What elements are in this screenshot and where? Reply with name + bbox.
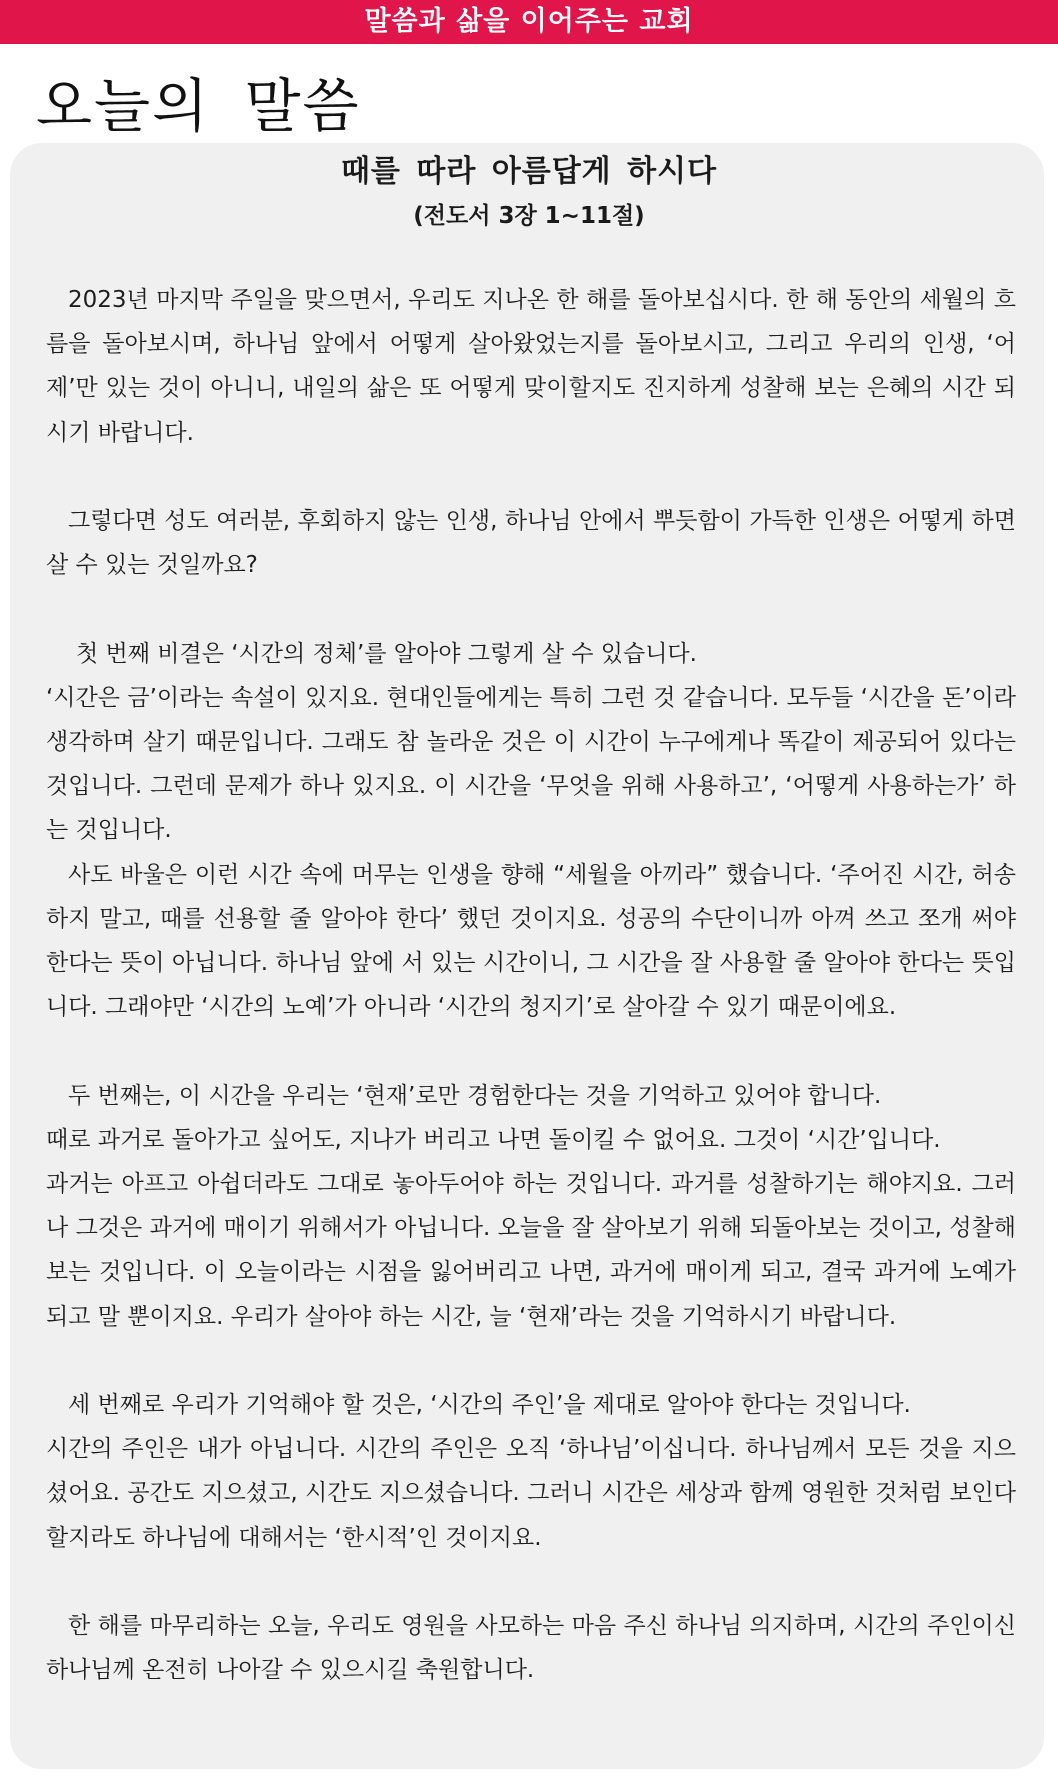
paragraph-gap <box>46 587 1016 631</box>
paragraph-gap <box>46 455 1016 499</box>
sermon-title: 때를 따라 아름답게 하시다 <box>340 154 718 189</box>
church-slogan-banner: 말씀과 삶을 이어주는 교회 <box>0 0 1058 44</box>
paragraph-gap <box>46 1339 1016 1383</box>
paragraph-second-point-heading: 두 번째는, 이 시간을 우리는 ‘현재’로만 경험한다는 것을 기억하고 있어야 합니다. <box>68 1082 882 1109</box>
paragraph-first-point-body: ‘시간은 금’이라는 속설이 있지요. 현대인들에게는 특히 그런 것 같습니다. 모두들 ‘시간을 돈’이라 생각하며 살기 때문입니다. 그래도 참 놀라운 것은 이 시간이 누구에게나 똑같이 제공되어 있다는 것입니다. 그런데 문제가 하나 있지요. 이 시간을 ‘무엇을 위해 사용하고’, ‘어떻게 사용하는가’ 하는 것입니다. <box>46 684 1016 844</box>
paragraph-second-point-body: 과거는 아프고 아쉽더라도 그대로 놓아두어야 하는 것입니다. 과거를 성찰하기는 해야지요. 그러나 그것은 과거에 매이기 위해서가 아닙니다. 오늘을 잘 살아보기 위해 되돌아보는 것이고, 성찰해 보는 것입니다. 이 오늘이라는 시점을 잃어버리고 나면, 과거에 매이게 되고, 결국 과거에 노예가 되고 말 뿐이지요. 우리가 살아야 하는 시간, 늘 ‘현재’라는 것을 기억하시기 바랍니다. <box>46 1171 1016 1330</box>
paragraph-question: 그렇다면 성도 여러분, 후회하지 않는 인생, 하나님 안에서 뿌듯함이 가득한 인생은 어떻게 하면 살 수 있는 것일까요? <box>46 508 1016 579</box>
sermon-body <box>46 278 1016 1692</box>
paragraph-intro: 2023년 마지막 주일을 맞으면서, 우리도 지나온 한 해를 돌아보십시다. 한 해 동안의 세월의 흐름을 돌아보시며, 하나님 앞에서 어떻게 살아왔었는지를 돌아보시고, 그리고 우리의 인생, ‘어제’만 있는 것이 아니니, 내일의 삶은 또 어떻게 맞이할지도 진지하게 성찰해 보는 은혜의 시간 되시기 바랍니다. <box>46 287 1016 446</box>
paragraph-third-point-heading: 세 번째로 우리가 기억해야 할 것은, ‘시간의 주인’을 제대로 알아야 한다는 것입니다. <box>68 1392 911 1419</box>
paragraph-third-point-body: 시간의 주인은 내가 아닙니다. 시간의 주인은 오직 ‘하나님’이십니다. 하나님께서 모든 것을 지으셨어요. 공간도 지으셨고, 시간도 지으셨습니다. 그러니 시간은 세상과 함께 영원한 것처럼 보인다 할지라도 하나님에 대해서는 ‘한시적’인 것이지요. <box>46 1436 1016 1551</box>
scripture-reference: (전도서 3장 1~11절) <box>413 203 645 229</box>
paragraph-gap <box>46 1560 1016 1604</box>
paragraph-first-point-paul: 사도 바울은 이런 시간 속에 머무는 인생을 향해 “세월을 아끼라” 했습니다. ‘주어진 시간, 허송하지 말고, 때를 선용할 줄 알아야 한다’ 했던 것이지요. 성공의 수단이니까 아껴 쓰고 쪼개 써야 한다는 뜻이 아닙니다. 하나님 앞에 서 있는 시간이니, 그 시간을 잘 사용할 줄 알아야 한다는 뜻입니다. 그래야만 ‘시간의 노예’가 아니라 ‘시간의 청지기’로 살아갈 수 있기 때문이에요. <box>46 861 1016 1021</box>
paragraph-first-point-heading: 첫 번째 비결은 ‘시간의 정체’를 알아야 그렇게 살 수 있습니다. <box>76 640 697 667</box>
page-title: 오늘의 말씀 <box>36 72 361 140</box>
paragraph-second-point-line: 때로 과거로 돌아가고 싶어도, 지나가 버리고 나면 돌이킬 수 없어요. 그것이 ‘시간’입니다. <box>46 1126 941 1153</box>
paragraph-closing-blessing: 한 해를 마무리하는 오늘, 우리도 영원을 사모하는 마음 주신 하나님 의지하며, 시간의 주인이신 하나님께 온전히 나아갈 수 있으시길 축원합니다. <box>46 1613 1016 1684</box>
paragraph-gap <box>46 1029 1016 1073</box>
